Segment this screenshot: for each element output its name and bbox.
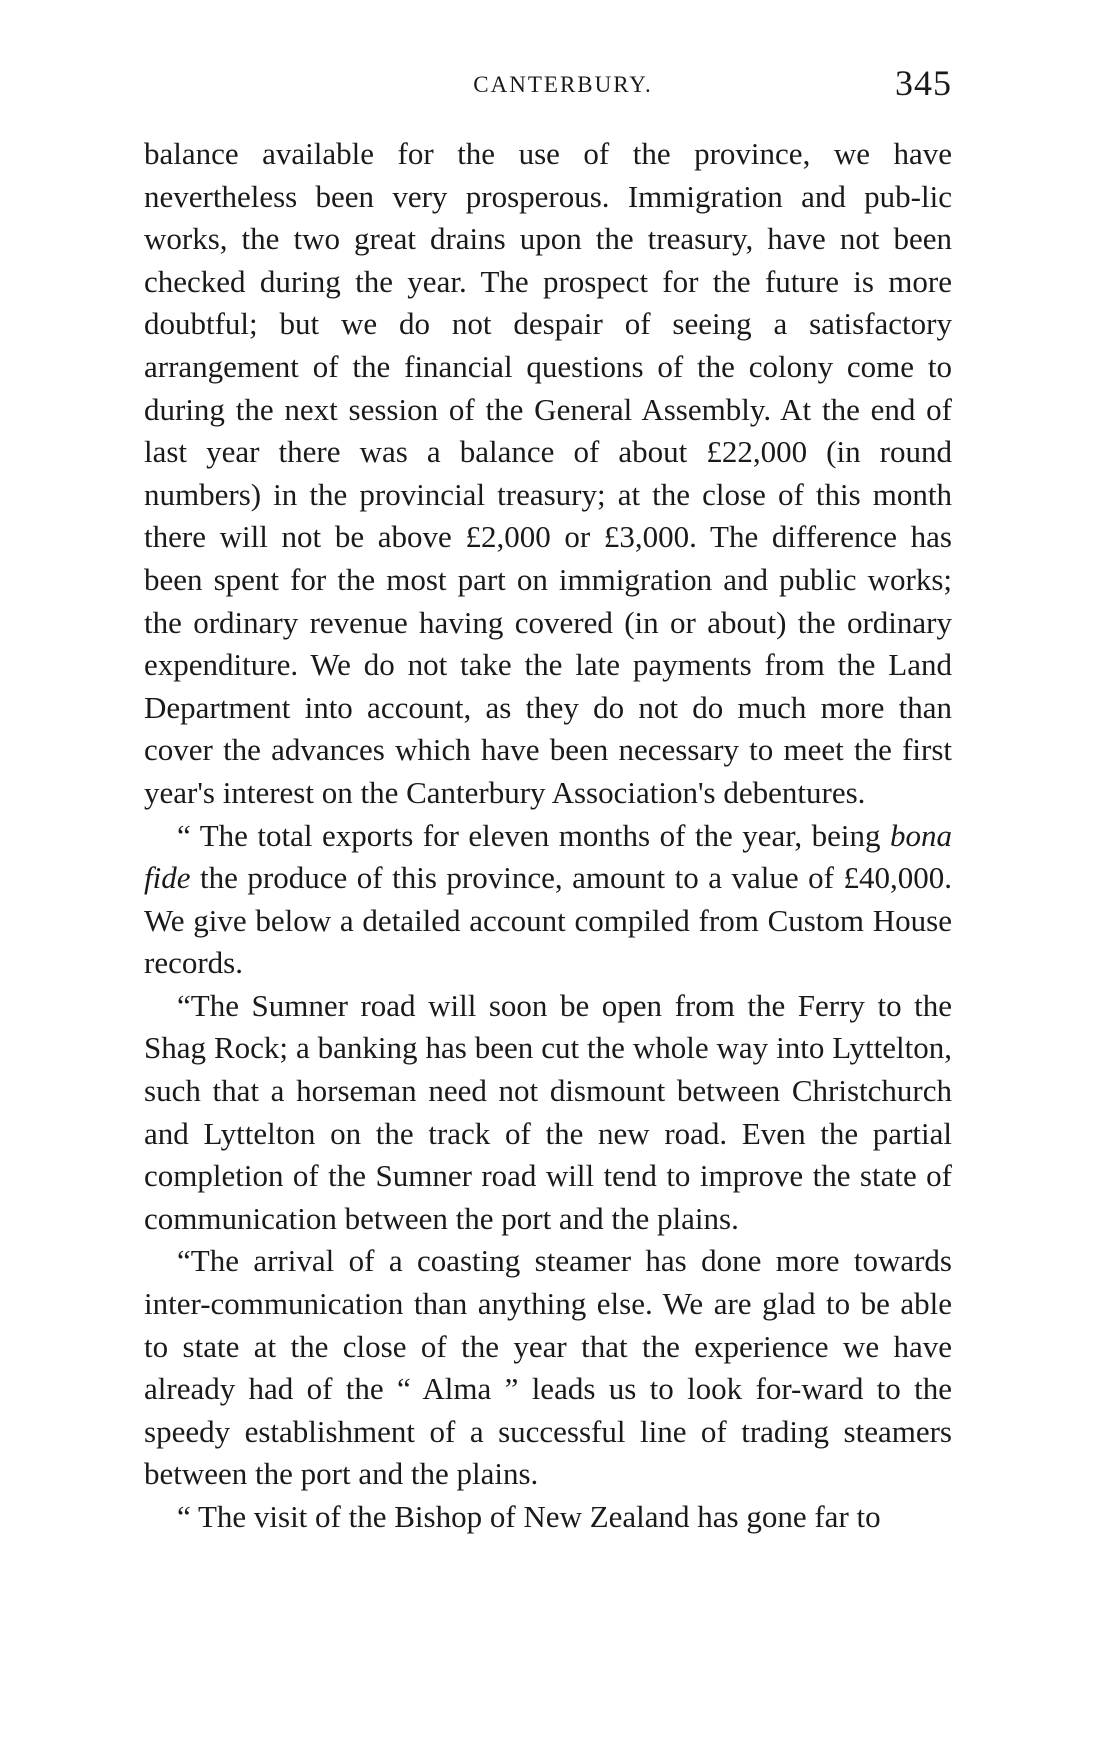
paragraph-coasting-steamer: “The arrival of a coasting steamer has done more towards inter-communication than anything else. We are glad to be able to state at the close of the year that the experience we have already had of the “ Alma ” leads us to look for-ward to the speedy establishment of a successful line of trading steamers between the port and the plains. bbox=[144, 1243, 952, 1492]
paragraph-exports bbox=[144, 815, 952, 985]
paragraph-finances: balance available for the use of the province, we have nevertheless been very prosperous. Immigration and pub-lic works, the two great drains upon the treasury, have not been checked during the year. The prospect for the future is more doubtful; but we do not despair of seeing a satisfactory arrangement of the financial questions of the colony come to during the next session of the General Assembly. At the end of last year there was a balance of about £22,000 (in round numbers) in the provincial treasury; at the close of this month there will not be above £2,000 or £3,000. The difference has been spent for the most part on immigration and public works; the ordinary revenue having covered (in or about) the ordinary expenditure. We do not take the late payments from the Land Department into account, as they do not do much more than cover the advances which have been necessary to meet the first year's interest on the Canterbury Association's debentures. bbox=[144, 136, 952, 810]
paragraph-sumner-road: “The Sumner road will soon be open from the Ferry to the Shag Rock; a banking has been cut the whole way into Lyttelton, such that a horseman need not dismount between Christchurch and Lyttelton on the track of the new road. Even the partial completion of the Sumner road will tend to improve the state of communication between the port and the plains. bbox=[144, 987, 952, 1236]
paragraph-bishop-visit: “ The visit of the Bishop of New Zealand has gone far to bbox=[177, 1499, 881, 1534]
paragraph-exports-italic: bona fide bbox=[144, 817, 952, 896]
body-text bbox=[144, 133, 952, 1539]
paragraph-exports-lead: “ The total exports for eleven months of the year, being bbox=[177, 817, 890, 853]
running-head bbox=[144, 62, 952, 112]
running-title: CANTERBURY. bbox=[473, 72, 653, 97]
paragraph-exports-rest: the produce of this province, amount to a value of £40,000. We give below a detailed account compiled from Custom House records. bbox=[144, 860, 952, 981]
page-number: 345 bbox=[895, 63, 952, 103]
